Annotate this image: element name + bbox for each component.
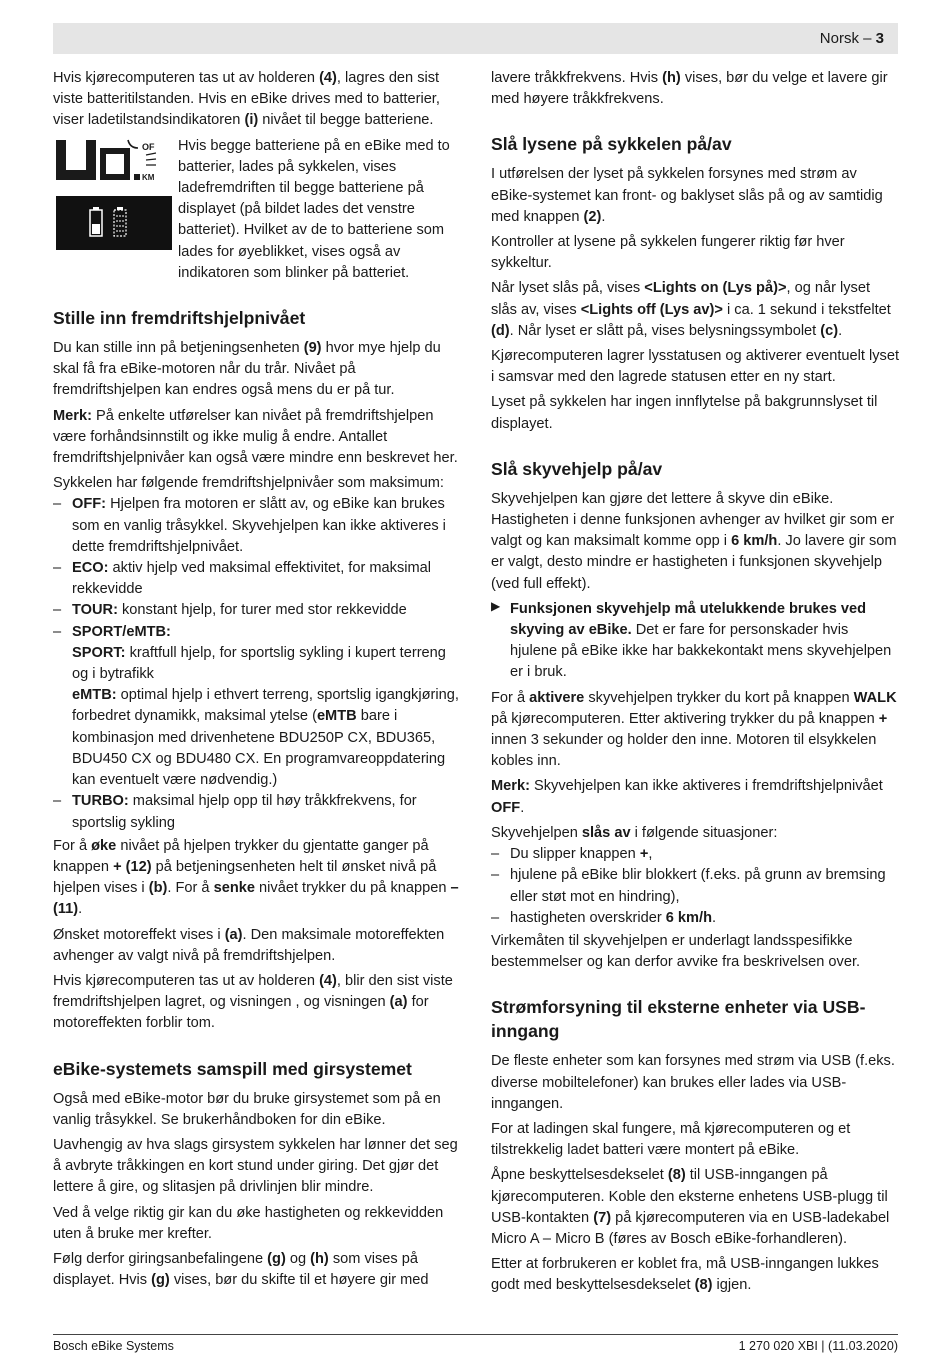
paragraph: For å aktivere skyvehjelpen trykker du kort på knappen WALK på kjørecomputeren. Etter aktivering trykker du på knappen + innen 3 sekunder og holder den inne. Motoren til elsykkelen kobles inn. — [491, 689, 897, 770]
paragraph: Skyvehjelpen slås av i følgende situasjoner: — [491, 824, 778, 841]
paragraph: Åpne beskyttelsesdekselet (8) til USB-inngangen på kjørecomputeren. Koble den eksterne enhetens USB-plugg til USB-kontakten (7) på kjørecomputeren via en USB-ladekabel Micro A – Micro B (føres av Bosch eBike-forhandleren). — [491, 1167, 890, 1247]
left-column — [53, 68, 463, 1295]
list-item: – hastigheten overskrider 6 km/h. — [491, 908, 899, 929]
list-item: – OFF: Hjelpen fra motoren er slått av, og eBike kan brukes som en vanlig tråsykkel. Skyvehjelpen kan ikke aktiveres i dette fremdriftshjelpnivået. — [53, 494, 463, 558]
paragraph: Virkemåten til skyvehjelpen er underlagt landsspesifikke bestemmelser og kan derfor avvike fra beskrivelsen over. — [491, 932, 861, 971]
segment-digit-u-icon — [56, 140, 96, 180]
paragraph: Hvis kjørecomputeren tas ut av holderen (4), lagres den sist viste batteritilstanden. Hvis en eBike drives med to batterier, viser ladetilstandsindikatoren (i) nivået til begge batteriene. — [53, 70, 440, 129]
header-page-number: 3 — [875, 30, 884, 47]
note-paragraph: Merk: På enkelte utførelser kan nivået på fremdriftshjelpen være forhåndsinnstilt og ikke mulig å endre. Antallet fremdriftshjelpnivåer kan også være mindre enn beskrevet her. — [53, 407, 458, 467]
heading-gear-system: eBike-systemets samspill med girsystemet — [53, 1058, 412, 1079]
paragraph: Uavhengig av hva slags girsystem sykkelen har lønner det seg å avbryte tråkkingen en kort stund under giring. Det gjør det lettere å gire, og slitasjen på drivlinjen blir mindre. — [53, 1136, 458, 1196]
header-page-label — [820, 30, 884, 47]
footer-doc-id: 1 270 020 XBI | (11.03.2020) — [738, 1339, 898, 1353]
battery-figure-block — [53, 136, 463, 284]
list-item: – TURBO: maksimal hjelp opp til høy tråkkfrekvens, for sportslig sykling — [53, 791, 463, 833]
paragraph: Du kan stille inn på betjeningsenheten (9) hvor mye hjelp du skal få fra eBike-motoren når du trår. Nivået på fremdriftshjelpen kan endres også mens du er på tur. — [53, 340, 441, 399]
list-item: – ECO: aktiv hjelp ved maksimal effektivitet, for maksimal rekkevidde — [53, 558, 463, 600]
heading-usb-power: Strømforsyning til eksterne enheter via USB-inngang — [491, 997, 866, 1042]
paragraph: Følg derfor giringsanbefalingene (g) og (h) som vises på displayet. Hvis (g) vises, bør du skifte til et høyere gir med — [53, 1250, 429, 1289]
footer-divider — [53, 1334, 898, 1335]
paragraph: I utførelsen der lyset på sykkelen forsynes med strøm av eBike-systemet kan front- og baklyset slås på og av samtidig med knappen (2). — [491, 166, 883, 225]
paragraph: Også med eBike-motor bør du bruke girsystemet som på en vanlig tråsykkel. Se brukerhåndboken for din eBike. — [53, 1090, 441, 1128]
figure-caption-text: Hvis begge batteriene på en eBike med to batterier, lades på sykkelen, vises ladefremdriften til begge batteriene på displayet (på bildet lades det venstre batteriet). Hvilket av de to batteriene som lades for øyeblikket, vises også av indikatoren som blinker på batteriet. — [178, 137, 450, 281]
unit-of-label: OF — [142, 141, 155, 152]
heading-assist-level: Stille inn fremdriftshjelpnivået — [53, 308, 306, 329]
warning-block — [491, 599, 899, 684]
paragraph: Etter at forbrukeren er koblet fra, må USB-inngangen lukkes godt med beskyttelsesdekselet (8) igjen. — [491, 1256, 879, 1294]
list-item: – Du slipper knappen +, — [491, 844, 899, 865]
right-column — [491, 68, 899, 1301]
list-item: – TOUR: konstant hjelp, for turer med stor rekkevidde — [53, 600, 463, 621]
paragraph: Sykkelen har følgende fremdriftshjelpnivåer som maksimum: — [53, 475, 444, 492]
paragraph: Hvis kjørecomputeren tas ut av holderen (4), blir den sist viste fremdriftshjelpen lagret, og visningen , og visningen (a) for motoreffekten forblir tom. — [53, 972, 453, 1032]
warning-text: Funksjonen skyvehjelp må utelukkende brukes ved skyving av eBike. Det er fare for personskader hvis hjulene på eBike ikke har bakkekontakt mens skyvehjelpen er i bruk. — [510, 600, 892, 681]
paragraph: Skyvehjelpen kan gjøre det lettere å skyve din eBike. Hastigheten i denne funksjonen avhenger av hvilket gir som er valgt og kan maksimalt komme opp i 6 km/h. Jo lavere gir som er valgt, desto mindre er hastigheten i funksjonen skyvehjelp (ved full effekt). — [491, 490, 897, 592]
segment-digit-zero-icon — [100, 148, 130, 180]
page-header — [53, 23, 898, 54]
list-item: – SPORT/eMTB: SPORT: kraftfull hjelp, for sportslig sykling i kupert terreng og i bytrafikk eMTB: optimal hjelp i ethvert terreng, sportslig igangkjøring, forbedret dynamikk, maksimal ytelse (eMTB bare i kombinasjon med drivenhetene BDU250P CX, BDU365, BDU450 CX og BDU480 CX. En programvareoppdatering kan eventuelt være nødvendig.) — [53, 622, 463, 792]
display-battery-illustration — [56, 138, 172, 250]
header-language: Norsk — [819, 30, 859, 47]
paragraph: Lyset på sykkelen har ingen innflytelse på bakgrunnslyset til displayet. — [491, 394, 878, 432]
paragraph: lavere tråkkfrekvens. Hvis (h) vises, bør du velge et lavere gir med høyere tråkkfrekvens. — [491, 70, 888, 108]
paragraph: Ved å velge riktig gir kan du øke hastigheten og rekkevidden uten å bruke mer krefter. — [53, 1204, 444, 1242]
speed-unit-icon — [128, 140, 156, 182]
heading-lights: Slå lysene på sykkelen på/av — [491, 134, 732, 155]
list-item: – hjulene på eBike blir blokkert (f.eks. på grunn av bremsing eller støt mot en hindring), — [491, 865, 899, 907]
paragraph: Når lyset slås på, vises <Lights on (Lys på)>, og når lyset slås av, vises <Lights off (Lys av)> i ca. 1 sekund i tekstfeltet (d). Når lyset er slått på, vises belysningssymbolet (c). — [491, 280, 891, 339]
warning-triangle-icon: ▶ — [491, 598, 501, 613]
decimal-dot-icon — [134, 174, 140, 180]
paragraph: For at ladingen skal fungere, må kjørecomputeren og et tilstrekkelig ladet batteri være montert på eBike. — [491, 1120, 851, 1159]
heading-push-assist: Slå skyvehjelp på/av — [491, 458, 663, 479]
assist-levels-list — [53, 494, 463, 833]
paragraph: Ønsket motoreffekt vises i (a). Den maksimale motoreffekten avhenger av valgt nivå på fremdriftshjelpen. — [53, 926, 445, 964]
paragraph: De fleste enheter som kan forsynes med strøm via USB (f.eks. diverse mobiltelefoner) kan brukes eller lades via USB-inngangen. — [491, 1053, 895, 1112]
note-paragraph: Merk: Skyvehjelpen kan ikke aktiveres i fremdriftshjelpnivået OFF. — [491, 778, 883, 816]
paragraph: For å øke nivået på hjelpen trykker du gjentatte ganger på knappen + (12) på betjeningsenheten helt til ønsket nivå på hjelpen vises i (b). For å senke nivået trykker du på knappen – (11). — [53, 837, 459, 918]
push-assist-off-list — [491, 844, 899, 929]
footer-company: Bosch eBike Systems — [53, 1339, 174, 1353]
paragraph: Kjørecomputeren lagrer lysstatusen og aktiverer eventuelt lyset i samsvar med den lagrede statusen etter en ny start. — [491, 348, 900, 386]
paragraph: Kontroller at lysene på sykkelen fungerer riktig før hver sykkeltur. — [491, 234, 845, 272]
header-separator: – — [858, 30, 876, 47]
unit-km-label: KM — [142, 172, 155, 182]
